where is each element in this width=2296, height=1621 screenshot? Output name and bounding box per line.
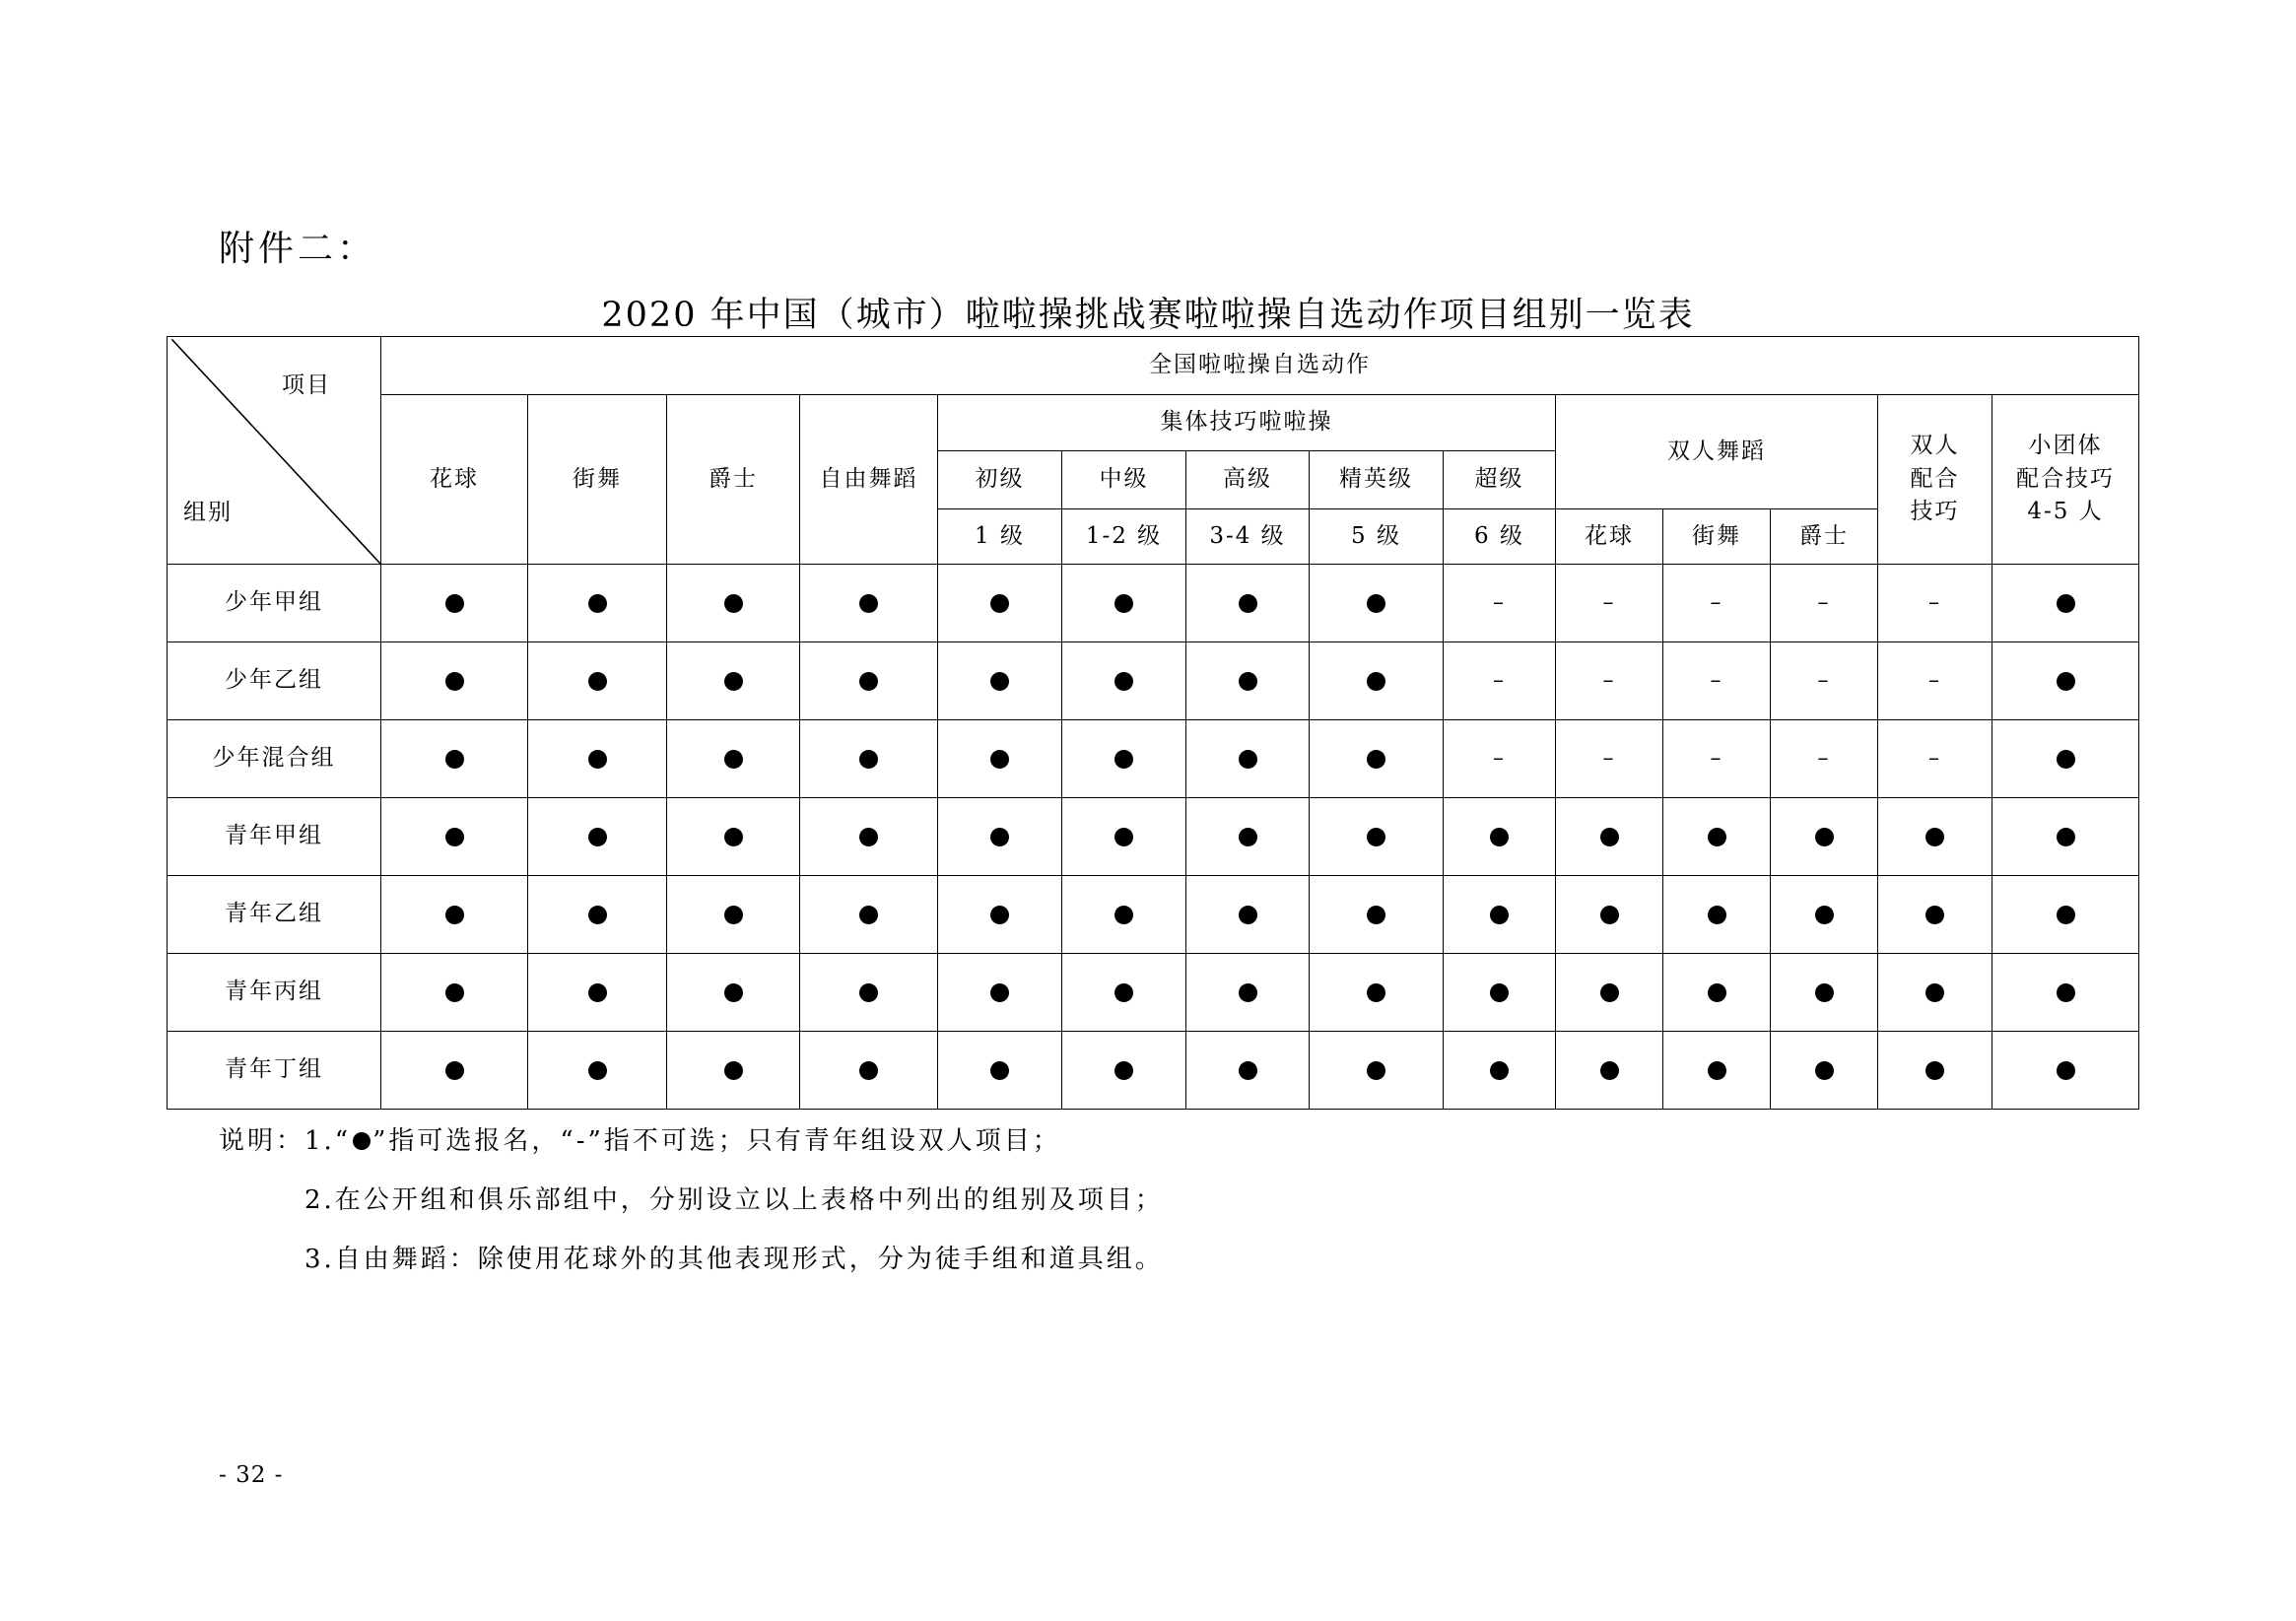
- selectable-dot-icon: [1815, 983, 1834, 1002]
- selectable-dot-icon: [2057, 906, 2075, 924]
- table-cell: [1556, 720, 1663, 798]
- selectable-dot-icon: [445, 1061, 464, 1080]
- selectable-dot-icon: [1600, 828, 1619, 846]
- selectable-dot-icon: [1708, 828, 1726, 846]
- selectable-dot-icon: [724, 983, 743, 1002]
- table-cell: [938, 1032, 1062, 1110]
- table-cell: [800, 1032, 938, 1110]
- table-row: [168, 954, 2139, 1032]
- selectable-dot-icon: [724, 672, 743, 691]
- table-cell: [667, 954, 800, 1032]
- table-cell: [1186, 798, 1310, 876]
- table-cell: [800, 565, 938, 642]
- row-group-label: 青年乙组: [168, 876, 381, 954]
- table-cell: [1663, 720, 1771, 798]
- not-selectable-dash: –: [1602, 668, 1616, 694]
- note-2: 2.在公开组和俱乐部组中，分别设立以上表格中列出的组别及项目；: [304, 1185, 1164, 1215]
- selectable-dot-icon: [445, 828, 464, 846]
- table-cell: [528, 798, 667, 876]
- selectable-dot-icon: [1239, 828, 1257, 846]
- table-cell: [1878, 798, 1992, 876]
- selectable-dot-icon: [1925, 1061, 1944, 1080]
- table-cell: [667, 720, 800, 798]
- table-cell: [1663, 876, 1771, 954]
- selectable-dot-icon: [353, 1132, 371, 1150]
- table-cell: [1062, 720, 1186, 798]
- note-1: [219, 1112, 1164, 1171]
- page-number: - 32 -: [219, 1462, 284, 1488]
- table-cell: [381, 565, 528, 642]
- table-cell: [1062, 642, 1186, 720]
- table-cell: [1992, 720, 2139, 798]
- selectable-dot-icon: [588, 750, 607, 769]
- table-cell: [1310, 565, 1444, 642]
- table-cell: [1878, 642, 1992, 720]
- table-cell: [1186, 642, 1310, 720]
- pair-stunt-line: 配合: [1910, 465, 1960, 492]
- table-cell: [1062, 876, 1186, 954]
- note-3: 3.自由舞蹈：除使用花球外的其他表现形式，分为徒手组和道具组。: [304, 1245, 1164, 1274]
- table-cell: [938, 720, 1062, 798]
- not-selectable-dash: –: [1928, 746, 1941, 772]
- corner-project-label: 项目: [282, 372, 331, 398]
- selectable-dot-icon: [990, 750, 1009, 769]
- pair-stunt-line: 技巧: [1910, 499, 1960, 525]
- table-cell: [1992, 798, 2139, 876]
- table-cell: [1310, 720, 1444, 798]
- skill-level-name: 中级: [1062, 451, 1186, 509]
- selectable-dot-icon: [1367, 1061, 1385, 1080]
- table-cell: [1062, 954, 1186, 1032]
- table-row: [168, 798, 2139, 876]
- selectable-dot-icon: [1490, 906, 1509, 924]
- skill-level-name: 初级: [938, 451, 1062, 509]
- selectable-dot-icon: [990, 828, 1009, 846]
- table-cell: [800, 954, 938, 1032]
- small-group-line: 小团体: [2028, 433, 2103, 459]
- selectable-dot-icon: [1600, 1061, 1619, 1080]
- table-cell: [1992, 642, 2139, 720]
- table-cell: [1556, 1032, 1663, 1110]
- selectable-dot-icon: [1815, 906, 1834, 924]
- selectable-dot-icon: [588, 906, 607, 924]
- table-cell: [1771, 954, 1878, 1032]
- table-cell: [528, 642, 667, 720]
- attachment-label: 附件二：: [219, 229, 377, 269]
- selectable-dot-icon: [859, 1061, 878, 1080]
- selectable-dot-icon: [1239, 594, 1257, 613]
- selectable-dot-icon: [1239, 983, 1257, 1002]
- header-pair-dance: 双人舞蹈: [1556, 395, 1878, 509]
- skill-level-grade: 6 级: [1444, 509, 1556, 565]
- note-1-text: ”指可选报名，“-”指不可选；只有青年组设双人项目；: [372, 1126, 1061, 1156]
- table-row: [168, 876, 2139, 954]
- selectable-dot-icon: [1600, 983, 1619, 1002]
- page-title: 2020 年中国（城市）啦啦操挑战赛啦啦操自选动作项目组别一览表: [601, 296, 1695, 335]
- table-cell: [381, 720, 528, 798]
- row-group-label: 少年混合组: [168, 720, 381, 798]
- table-cell: [1992, 954, 2139, 1032]
- small-group-line: 配合技巧: [2016, 465, 2116, 492]
- selectable-dot-icon: [1490, 1061, 1509, 1080]
- table-cell: [1878, 720, 1992, 798]
- selectable-dot-icon: [859, 750, 878, 769]
- table-cell: [1878, 1032, 1992, 1110]
- table-cell: [528, 876, 667, 954]
- table-cell: [1310, 954, 1444, 1032]
- selectable-dot-icon: [1114, 594, 1133, 613]
- header-national-freestyle: 全国啦啦操自选动作: [381, 337, 2139, 395]
- table-cell: [381, 642, 528, 720]
- table-cell: [1444, 954, 1556, 1032]
- selectable-dot-icon: [1367, 828, 1385, 846]
- table-cell: [1771, 565, 1878, 642]
- selectable-dot-icon: [724, 750, 743, 769]
- table-cell: [1444, 1032, 1556, 1110]
- not-selectable-dash: –: [1602, 746, 1616, 772]
- not-selectable-dash: –: [1602, 590, 1616, 616]
- skill-level-grade: 3-4 级: [1186, 509, 1310, 565]
- table-cell: [1771, 720, 1878, 798]
- selectable-dot-icon: [1367, 672, 1385, 691]
- selectable-dot-icon: [1114, 828, 1133, 846]
- selectable-dot-icon: [1600, 906, 1619, 924]
- selectable-dot-icon: [1114, 672, 1133, 691]
- skill-level-name: 超级: [1444, 451, 1556, 509]
- selectable-dot-icon: [445, 750, 464, 769]
- not-selectable-dash: –: [1493, 746, 1506, 772]
- notes: [219, 1112, 1164, 1289]
- row-group-label: 青年甲组: [168, 798, 381, 876]
- table-cell: [1310, 642, 1444, 720]
- table-cell: [1878, 565, 1992, 642]
- not-selectable-dash: –: [1710, 590, 1723, 616]
- not-selectable-dash: –: [1710, 668, 1723, 694]
- selectable-dot-icon: [445, 672, 464, 691]
- skill-level-grade: 1 级: [938, 509, 1062, 565]
- header-group-skill: 集体技巧啦啦操: [938, 395, 1556, 451]
- table-cell: [381, 876, 528, 954]
- not-selectable-dash: –: [1817, 590, 1831, 616]
- table-cell: [1771, 1032, 1878, 1110]
- table-cell: [1771, 798, 1878, 876]
- selectable-dot-icon: [588, 983, 607, 1002]
- table-cell: [1992, 876, 2139, 954]
- table-cell: [1556, 642, 1663, 720]
- table-cell: [1186, 1032, 1310, 1110]
- selectable-dot-icon: [724, 594, 743, 613]
- col-header-pair-stunt: [1878, 395, 1992, 565]
- table-cell: [528, 954, 667, 1032]
- table-cell: [1444, 642, 1556, 720]
- note-1-prefix: 说明：1.“: [219, 1126, 352, 1156]
- selectable-dot-icon: [588, 672, 607, 691]
- table-cell: [1663, 1032, 1771, 1110]
- table-cell: [1992, 565, 2139, 642]
- selectable-dot-icon: [859, 983, 878, 1002]
- table-cell: [800, 720, 938, 798]
- table-cell: [1444, 876, 1556, 954]
- table-cell: [1992, 1032, 2139, 1110]
- selectable-dot-icon: [1708, 906, 1726, 924]
- table-cell: [1444, 798, 1556, 876]
- selectable-dot-icon: [1114, 750, 1133, 769]
- table-row: [168, 1032, 2139, 1110]
- table-cell: [1663, 798, 1771, 876]
- table-body: [168, 565, 2139, 1110]
- table-cell: [1186, 954, 1310, 1032]
- selectable-dot-icon: [2057, 594, 2075, 613]
- table-cell: [800, 798, 938, 876]
- not-selectable-dash: –: [1493, 668, 1506, 694]
- table-cell: [1310, 798, 1444, 876]
- table-cell: [938, 565, 1062, 642]
- col-header-street: 街舞: [528, 395, 667, 565]
- selectable-dot-icon: [1114, 1061, 1133, 1080]
- selectable-dot-icon: [1490, 983, 1509, 1002]
- selectable-dot-icon: [1367, 750, 1385, 769]
- pair-dance-sub-flower: 花球: [1556, 509, 1663, 565]
- table-cell: [1062, 1032, 1186, 1110]
- table-cell: [1444, 565, 1556, 642]
- table-cell: [667, 565, 800, 642]
- events-table: [167, 336, 2139, 1110]
- table-cell: [1444, 720, 1556, 798]
- table-cell: [1556, 798, 1663, 876]
- skill-level-grade: 5 级: [1310, 509, 1444, 565]
- selectable-dot-icon: [1114, 983, 1133, 1002]
- row-group-label: 青年丁组: [168, 1032, 381, 1110]
- not-selectable-dash: –: [1928, 668, 1941, 694]
- selectable-dot-icon: [1239, 906, 1257, 924]
- selectable-dot-icon: [1367, 983, 1385, 1002]
- selectable-dot-icon: [859, 828, 878, 846]
- not-selectable-dash: –: [1928, 590, 1941, 616]
- selectable-dot-icon: [2057, 750, 2075, 769]
- selectable-dot-icon: [445, 906, 464, 924]
- selectable-dot-icon: [1367, 594, 1385, 613]
- table-row: [168, 565, 2139, 642]
- selectable-dot-icon: [588, 594, 607, 613]
- table-cell: [528, 565, 667, 642]
- table-cell: [1663, 565, 1771, 642]
- table-cell: [938, 642, 1062, 720]
- selectable-dot-icon: [588, 828, 607, 846]
- selectable-dot-icon: [990, 672, 1009, 691]
- row-group-label: 少年甲组: [168, 565, 381, 642]
- table-cell: [381, 954, 528, 1032]
- table-cell: [1663, 642, 1771, 720]
- table-cell: [381, 1032, 528, 1110]
- selectable-dot-icon: [588, 1061, 607, 1080]
- selectable-dot-icon: [1239, 672, 1257, 691]
- row-group-label: 青年丙组: [168, 954, 381, 1032]
- selectable-dot-icon: [1239, 750, 1257, 769]
- table-cell: [1556, 954, 1663, 1032]
- selectable-dot-icon: [1925, 983, 1944, 1002]
- skill-level-grade: 1-2 级: [1062, 509, 1186, 565]
- pair-dance-sub-jazz: 爵士: [1771, 509, 1878, 565]
- table-cell: [1771, 642, 1878, 720]
- selectable-dot-icon: [1925, 906, 1944, 924]
- diagonal-line: [168, 337, 380, 564]
- table-cell: [800, 642, 938, 720]
- table-cell: [667, 798, 800, 876]
- selectable-dot-icon: [1708, 983, 1726, 1002]
- corner-group-label: 组别: [183, 499, 233, 525]
- table-cell: [1310, 876, 1444, 954]
- selectable-dot-icon: [724, 906, 743, 924]
- pair-dance-sub-street: 街舞: [1663, 509, 1771, 565]
- table-cell: [1186, 565, 1310, 642]
- table-cell: [667, 876, 800, 954]
- corner-header-cell: [168, 337, 381, 565]
- selectable-dot-icon: [1114, 906, 1133, 924]
- selectable-dot-icon: [1925, 828, 1944, 846]
- selectable-dot-icon: [2057, 672, 2075, 691]
- selectable-dot-icon: [859, 906, 878, 924]
- selectable-dot-icon: [859, 594, 878, 613]
- table-cell: [1186, 720, 1310, 798]
- pair-stunt-line: 双人: [1910, 433, 1960, 459]
- not-selectable-dash: –: [1493, 590, 1506, 616]
- selectable-dot-icon: [990, 983, 1009, 1002]
- selectable-dot-icon: [2057, 983, 2075, 1002]
- table-cell: [528, 1032, 667, 1110]
- table-cell: [938, 798, 1062, 876]
- table-cell: [667, 1032, 800, 1110]
- row-group-label: 少年乙组: [168, 642, 381, 720]
- table-cell: [1771, 876, 1878, 954]
- table-cell: [1663, 954, 1771, 1032]
- not-selectable-dash: –: [1817, 668, 1831, 694]
- table-row: [168, 642, 2139, 720]
- selectable-dot-icon: [1815, 828, 1834, 846]
- selectable-dot-icon: [859, 672, 878, 691]
- selectable-dot-icon: [1367, 906, 1385, 924]
- col-header-jazz: 爵士: [667, 395, 800, 565]
- selectable-dot-icon: [990, 1061, 1009, 1080]
- selectable-dot-icon: [445, 594, 464, 613]
- table-cell: [1556, 876, 1663, 954]
- selectable-dot-icon: [724, 828, 743, 846]
- table-cell: [1310, 1032, 1444, 1110]
- table-cell: [1062, 565, 1186, 642]
- not-selectable-dash: –: [1710, 746, 1723, 772]
- table-cell: [667, 642, 800, 720]
- table-cell: [381, 798, 528, 876]
- not-selectable-dash: –: [1817, 746, 1831, 772]
- table-cell: [1878, 876, 1992, 954]
- skill-level-name: 高级: [1186, 451, 1310, 509]
- selectable-dot-icon: [445, 983, 464, 1002]
- selectable-dot-icon: [990, 906, 1009, 924]
- selectable-dot-icon: [990, 594, 1009, 613]
- table-cell: [800, 876, 938, 954]
- table-cell: [528, 720, 667, 798]
- col-header-free-dance: 自由舞蹈: [800, 395, 938, 565]
- table-cell: [1878, 954, 1992, 1032]
- selectable-dot-icon: [724, 1061, 743, 1080]
- table-cell: [1062, 798, 1186, 876]
- skill-level-name: 精英级: [1310, 451, 1444, 509]
- selectable-dot-icon: [1708, 1061, 1726, 1080]
- col-header-flower: 花球: [381, 395, 528, 565]
- selectable-dot-icon: [1239, 1061, 1257, 1080]
- small-group-line: 4-5 人: [2027, 499, 2104, 525]
- selectable-dot-icon: [1490, 828, 1509, 846]
- table-row: [168, 720, 2139, 798]
- table-cell: [938, 954, 1062, 1032]
- selectable-dot-icon: [1815, 1061, 1834, 1080]
- col-header-small-group: [1992, 395, 2139, 565]
- table-cell: [1556, 565, 1663, 642]
- table-cell: [1186, 876, 1310, 954]
- selectable-dot-icon: [2057, 828, 2075, 846]
- selectable-dot-icon: [2057, 1061, 2075, 1080]
- table-cell: [938, 876, 1062, 954]
